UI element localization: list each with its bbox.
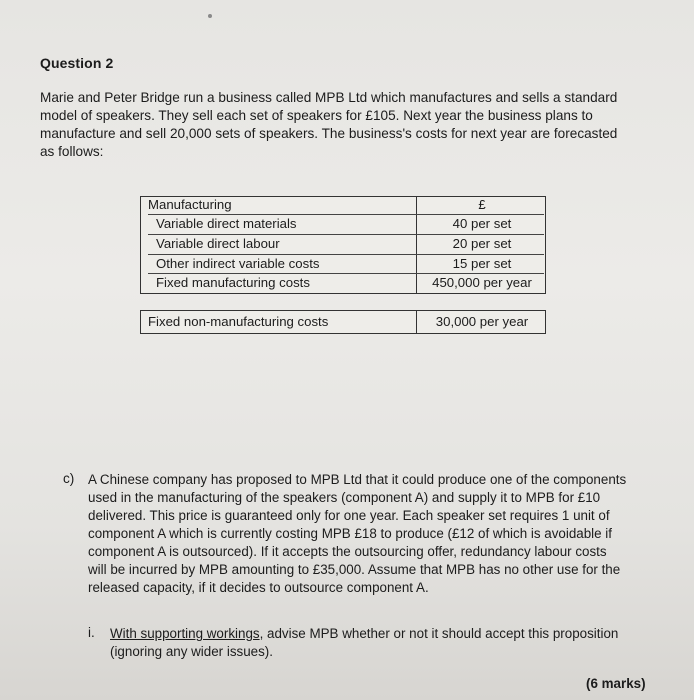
- sub-question-line: (ignoring any wider issues).: [110, 644, 273, 659]
- part-c-line: component A is outsourced). If it accepts the outsourcing offer, redundancy labour costs: [88, 544, 607, 559]
- table-row-label: Variable direct labour: [156, 236, 280, 251]
- table-row-value: 15 per set: [452, 256, 512, 271]
- intro-line: model of speakers. They sell each set of speakers for £105. Next year the business plans to: [40, 108, 593, 123]
- table-row-value: 20 per set: [452, 236, 512, 251]
- sub-question-underlined: With supporting workings: [110, 626, 260, 641]
- table-header-value: £: [478, 197, 486, 212]
- table-row-value: 40 per set: [452, 216, 512, 231]
- table-footer-label: Fixed non-manufacturing costs: [148, 314, 329, 329]
- table-divider: [416, 196, 417, 293]
- sub-question-text: [110, 625, 670, 661]
- cost-table: [140, 196, 546, 334]
- intro-line: manufacture and sell 20,000 sets of speakers. The business's costs for next year are forecasted: [40, 126, 618, 141]
- row-rule: [148, 254, 544, 255]
- part-c-line: will be incurred by MPB amounting to £35,000. Assume that MPB has no other use for the: [88, 562, 621, 577]
- part-c-label: c): [63, 471, 75, 486]
- part-c-line: A Chinese company has proposed to MPB Ltd that it could produce one of the components: [88, 472, 627, 487]
- table-divider: [416, 310, 417, 333]
- part-c-line: component A which is currently costing MPB £18 to produce (£12 of which is avoidable if: [88, 526, 613, 541]
- row-rule: [148, 234, 544, 235]
- sub-question-line: [110, 625, 670, 643]
- table-row-label: Variable direct materials: [156, 216, 297, 231]
- part-c-line: used in the manufacturing of the speakers (component A) and supply it to MPB for £10: [88, 490, 601, 505]
- table-row-label: Other indirect variable costs: [156, 256, 320, 271]
- question-intro: [40, 89, 664, 161]
- part-c-line: released capacity, if it decides to outsource component A.: [88, 580, 429, 595]
- ink-dot: [208, 14, 212, 18]
- part-c-line: delivered. This price is guaranteed only for one year. Each speaker set requires 1 unit of: [88, 508, 610, 523]
- sub-question-rest: , advise MPB whether or not it should accept this proposition: [259, 626, 619, 641]
- sub-question-number: i.: [88, 625, 95, 640]
- intro-line: Marie and Peter Bridge run a business called MPB Ltd which manufactures and sells a standard: [40, 90, 618, 105]
- question-title: Question 2: [40, 55, 114, 71]
- table-footer-value: 30,000 per year: [435, 314, 529, 329]
- row-rule: [148, 214, 544, 215]
- intro-line: as follows:: [40, 144, 104, 159]
- table-row-value: 450,000 per year: [432, 275, 532, 290]
- part-c-text: [88, 471, 662, 597]
- table-header-label: Manufacturing: [148, 197, 232, 212]
- row-rule: [148, 273, 544, 274]
- table-row-label: Fixed manufacturing costs: [156, 275, 310, 290]
- marks-allocation: (6 marks): [586, 676, 646, 691]
